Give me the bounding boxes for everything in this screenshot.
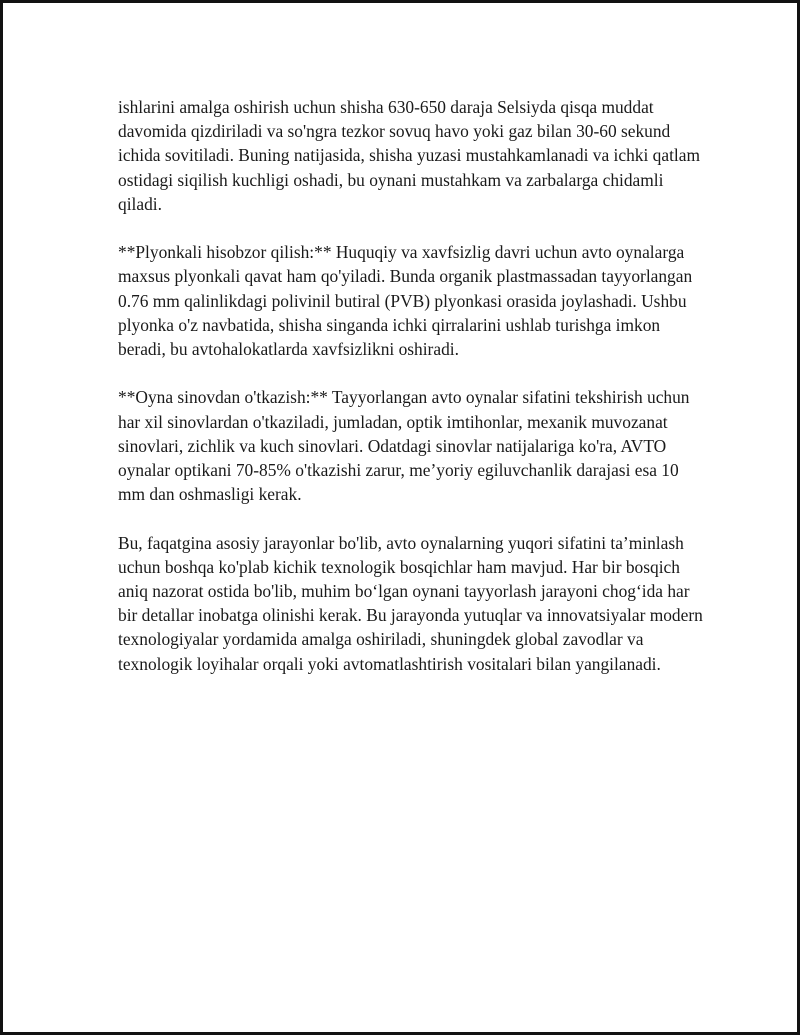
document-body [118,95,708,676]
paragraph-conclusion: Bu, faqatgina asosiy jarayonlar bo'lib, avto oynalarning yuqori sifatini ta’minlash uchun boshqa ko'plab kichik texnologik bosqichlar ham mavjud. Har bir bosqich aniq nazorat ostida bo'lib, muhim bo‘lgan oynani tayyorlash jarayoni chog‘ida har bir detallar inobatga olinishi kerak. Bu jarayonda yutuqlar va innovatsiyalar modern texnologiyalar yordamida amalga oshiriladi, shuningdek global zavodlar va texnologik loyihalar orqali yoki avtomatlashtirish vositalari bilan yangilanadi. [118,532,703,674]
paragraph-glass-testing: **Oyna sinovdan o'tkazish:** Tayyorlangan avto oynalar sifatini tekshirish uchun har xil sinovlardan o'tkaziladi, jumladan, optik imtihonlar, mexanik muvozanat sinovlari, zichlik va kuch sinovlari. Odatdagi sinovlar natijalariga ko'ra, AVTO oynalar optikani 70-85% o'tkazishi zarur, me’yoriy egiluvchanlik darajasi esa 10 mm dan oshmasligi kerak. [118,387,690,505]
paragraph-film-lamination: **Plyonkali hisobzor qilish:** Huquqiy va xavfsizlig davri uchun avto oynalarga maxsus plyonkali qavat ham qo'yiladi. Bunda organik plastmassadan tayyorlangan 0.76 mm qalinlikdagi polivinil butiral (PVB) plyonkasi orasida joylashadi. Ushbu plyonka o'z navbatida, shisha singanda ichki qirralarini ushlab turishga imkon beradi, bu avtohalokatlarda xavfsizlikni oshiradi. [118,242,693,360]
paragraph-tempering: ishlarini amalga oshirish uchun shisha 630-650 daraja Selsiyda qisqa muddat davomida qizdiriladi va so'ngra tezkor sovuq havo yoki gaz bilan 30-60 sekund ichida sovitiladi. Buning natijasida, shisha yuzasi mustahkamlanadi va ichki qatlam ostidagi siqilish kuchligi oshadi, bu oynani mustahkam va zarbalarga chidamli qiladi. [118,97,700,214]
